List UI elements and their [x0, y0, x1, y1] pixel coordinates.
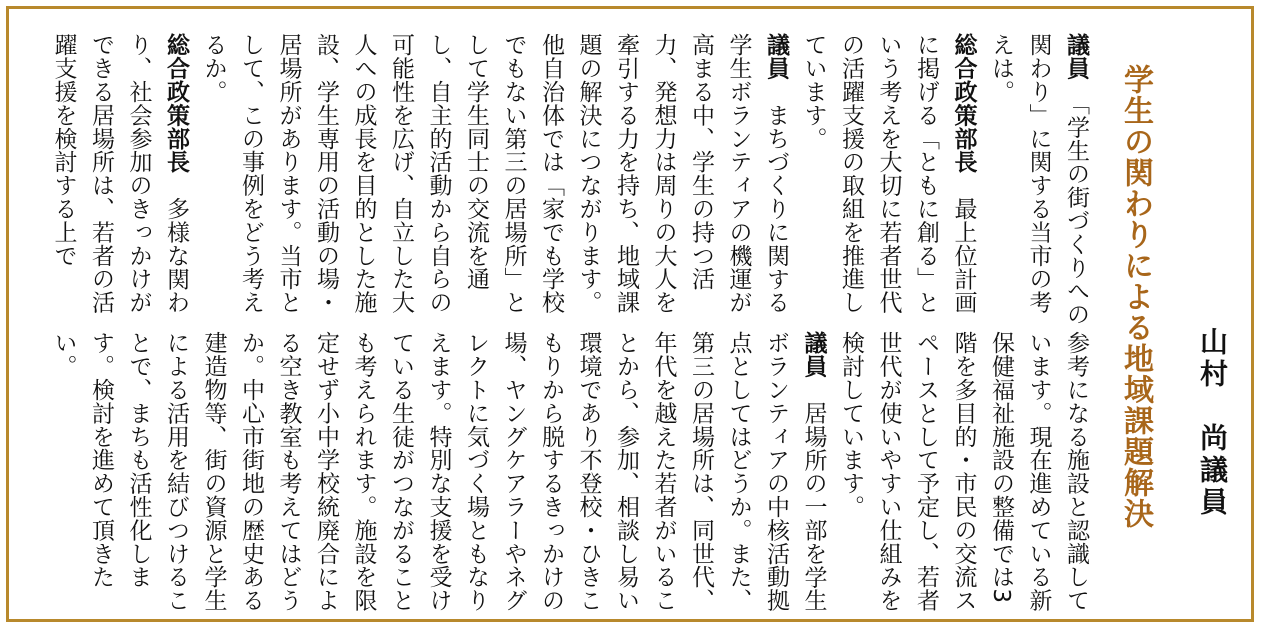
paragraph-text: まちづくりに関する学生ボランティアの機運が高まる中、学生の持つ活力、発想力は周りの大人を牽引する力を持ち、地域課題の解決につながります。他自治体では「家でも学校でもない第三の居場所」として学生同士の交流を通し、自主的活動から自らの可能性を広げ、自立した大人への成長を目的とした施設、学生専用の活動の場・居場所があります。当市として、この事例をどう考えるか。: [200, 33, 789, 314]
top-text-column: [49, 33, 1094, 329]
paragraph-text: 参考になる施設と認識しています。現在進めている新保健福祉施設の整備では3階を多目的・市民の交流スペースとして予定し、若者世代が使いやすい仕組みを検討しています。: [838, 331, 1089, 612]
speaker-label: 議員: [763, 33, 789, 80]
speaker-label: 総合政策部長: [950, 33, 977, 174]
qa-paragraph: [49, 331, 832, 626]
author-name: 山村 尚議員: [1196, 327, 1229, 519]
qa-paragraph: [982, 33, 1095, 329]
qa-paragraph: [49, 33, 194, 329]
paragraph-text: 「学生の街づくりへの関わり」に関する当市の考えは。: [988, 33, 1089, 326]
paragraph-text: 最上位計画に掲げる「ともに創る」という考えを大切に若者世代の活躍支援の取組を推進しています。: [800, 33, 977, 314]
speaker-label: 議員: [1063, 33, 1089, 80]
speaker-label: 総合政策部長: [163, 33, 189, 174]
paragraph-text: 多様な関わり、社会参加のきっかけができる居場所は、若者の活躍支援を検討する上で: [50, 33, 189, 314]
qa-paragraph: [794, 33, 982, 329]
bottom-text-column: [49, 331, 1094, 626]
qa-paragraph: [832, 331, 1095, 626]
paragraph-text: 居場所の一部を学生ボランティアの中核活動拠点としてはどうか。また、第三の居場所は、同世代、年代を越えた若者がいることから、参加、相談し易い環境であり不登校・ひきこもりから脱するきっかけの場、ヤングケアラーやネグレクトに気づく場ともなりえます。特別な支援を受けている生徒がつながることも考えられます。施設を限定せず小中学校統廃合による空き教室も考えてはどうか。中心市街地の歴史ある建造物等、街の資源と学生による活用を結びつけることで、まちも活性化します。検討を進めて頂きたい。: [50, 331, 827, 612]
article-title: 学生の関わりによる地域課題解決: [1118, 64, 1153, 529]
qa-paragraph: [194, 33, 794, 329]
speaker-label: 議員: [800, 331, 827, 378]
article-frame: [6, 6, 1254, 622]
